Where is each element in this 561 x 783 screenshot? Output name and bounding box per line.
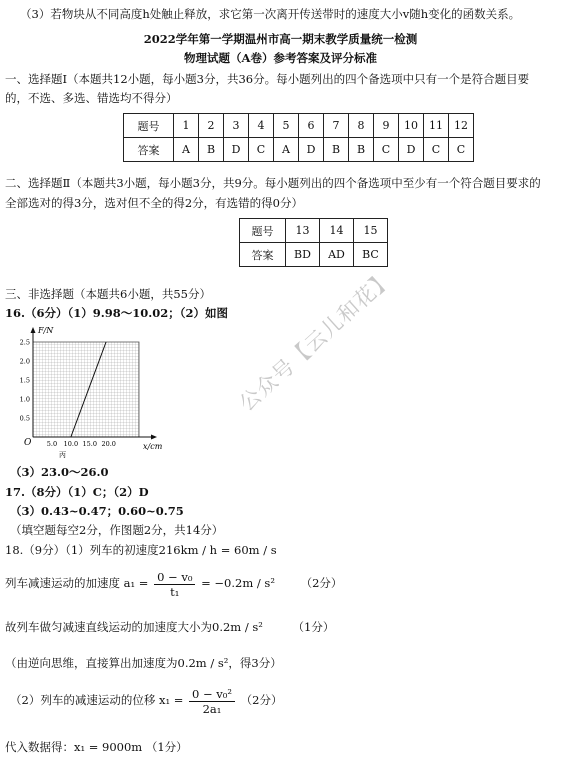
answer-cell: D bbox=[399, 138, 424, 162]
question-number-cell: 8 bbox=[349, 114, 374, 138]
answer-cell: C bbox=[449, 138, 474, 162]
table-header-number: 题号 bbox=[240, 219, 286, 243]
question-number-cell: 13 bbox=[286, 219, 320, 243]
section2-heading: 二、选择题Ⅱ（本题共3小题，每小题3分，共9分。每小题列出的四个备选项中至少有一个符合题目要求的 bbox=[5, 176, 541, 190]
points-label: （1分） bbox=[292, 620, 335, 634]
points-label: （2分） bbox=[300, 576, 343, 590]
y-tick-label: 2.0 bbox=[19, 357, 30, 366]
question-number-cell: 12 bbox=[449, 114, 474, 138]
origin-label: O bbox=[24, 438, 32, 448]
denominator: 2a₁ bbox=[202, 701, 222, 716]
answer-table-2 bbox=[239, 218, 388, 267]
question-text: （3）若物块从不同高度h处触止释放，求它第一次离开传送带时的速度大小v随h变化的函数关系。 bbox=[20, 7, 521, 21]
y-axis-label: F/N bbox=[38, 326, 54, 335]
denominator: t₁ bbox=[170, 584, 180, 599]
question-number-cell: 1 bbox=[174, 114, 199, 138]
answer-cell: BC bbox=[354, 243, 388, 267]
q18-acceleration-label: 列车减速运动的加速度 a₁ = bbox=[5, 576, 149, 590]
exam-title: 2022学年第一学期温州市高一期末教学质量统一检测 bbox=[143, 32, 418, 46]
question-number-cell: 2 bbox=[199, 114, 224, 138]
q18-result: 代入数据得：x₁ = 9000m （1分） bbox=[5, 740, 188, 754]
answer-cell: D bbox=[224, 138, 249, 162]
table-header-answer: 答案 bbox=[124, 138, 174, 162]
question-number-cell: 11 bbox=[424, 114, 449, 138]
answer-cell: A bbox=[174, 138, 199, 162]
q18-acceleration bbox=[5, 566, 342, 600]
y-tick-label: 1.5 bbox=[19, 376, 30, 385]
table-header-answer: 答案 bbox=[240, 243, 286, 267]
question-number-cell: 4 bbox=[249, 114, 274, 138]
q17-scoring-note: （填空题每空2分，作图题2分，共14分） bbox=[10, 523, 224, 537]
question-number-cell: 7 bbox=[324, 114, 349, 138]
q17-part3: （3）0.43~0.47；0.60~0.75 bbox=[10, 504, 184, 518]
q18-magnitude-text: 故列车做匀减速直线运动的加速度大小为0.2m / s² bbox=[5, 620, 263, 634]
q18-acceleration-magnitude bbox=[5, 619, 334, 635]
question-number-cell: 15 bbox=[354, 219, 388, 243]
answer-cell: B bbox=[324, 138, 349, 162]
question-number-cell: 5 bbox=[274, 114, 299, 138]
answer-cell: B bbox=[349, 138, 374, 162]
x-axis-arrow-icon bbox=[151, 435, 157, 440]
x-tick-label: 5.0 bbox=[46, 440, 58, 448]
section1-heading-cont: 的，不选、多选、错选均不得分） bbox=[5, 91, 178, 105]
y-axis-arrow-icon bbox=[31, 327, 36, 333]
answer-cell: C bbox=[374, 138, 399, 162]
answer-cell: C bbox=[249, 138, 274, 162]
q17-answer: 17.（8分）（1）C；（2）D bbox=[5, 485, 149, 499]
y-tick-label: 1.0 bbox=[19, 395, 30, 404]
answer-cell: B bbox=[199, 138, 224, 162]
numerator: 0 − v₀ bbox=[154, 570, 195, 585]
x-tick-label: 20.0 bbox=[101, 440, 116, 448]
question-number-cell: 14 bbox=[320, 219, 354, 243]
q16-answer: 16.（6分）（1）9.98～10.02；（2）如图 bbox=[5, 306, 229, 320]
x-tick-label: 10.0 bbox=[63, 440, 79, 448]
question-number-cell: 3 bbox=[224, 114, 249, 138]
graph-caption: 丙 bbox=[59, 451, 66, 459]
q18-displacement-label: （2）列车的减速运动的位移 x₁ = bbox=[10, 693, 184, 707]
y-tick-label: 2.5 bbox=[19, 338, 30, 347]
q18-displacement bbox=[10, 683, 282, 717]
section1-heading: 一、选择题Ⅰ（本题共12小题，每小题3分，共36分。每小题列出的四个备选项中只有一个是符合题目要 bbox=[5, 72, 530, 86]
table-header-number: 题号 bbox=[124, 114, 174, 138]
q16-part3: （3）23.0～26.0 bbox=[10, 465, 109, 479]
fraction bbox=[189, 687, 235, 716]
q18-acceleration-result: = −0.2m / s² bbox=[201, 576, 275, 590]
force-extension-graph bbox=[3, 323, 173, 461]
section3-heading: 三、非选择题（本题共6小题，共55分） bbox=[5, 287, 211, 301]
points-label: （2分） bbox=[240, 693, 283, 707]
answer-cell: A bbox=[274, 138, 299, 162]
x-axis-label: x/cm bbox=[143, 442, 163, 451]
section2-heading-cont: 全部选对的得3分，选对但不全的得2分，有选错的得0分） bbox=[5, 196, 303, 210]
question-number-cell: 6 bbox=[299, 114, 324, 138]
fraction bbox=[154, 570, 195, 599]
answer-cell: D bbox=[299, 138, 324, 162]
answer-cell: BD bbox=[286, 243, 320, 267]
question-number-cell: 9 bbox=[374, 114, 399, 138]
numerator: 0 − v₀² bbox=[189, 687, 235, 702]
question-number-cell: 10 bbox=[399, 114, 424, 138]
exam-subtitle: 物理试题（A卷）参考答案及评分标准 bbox=[184, 51, 377, 65]
answer-cell: C bbox=[424, 138, 449, 162]
y-tick-label: 0.5 bbox=[19, 414, 30, 423]
x-tick-label: 15.0 bbox=[82, 440, 98, 448]
q18-answer: 18.（9分）（1）列车的初速度216km / h = 60m / s bbox=[5, 543, 277, 557]
answer-table-1 bbox=[123, 113, 474, 162]
answer-cell: AD bbox=[320, 243, 354, 267]
q18-alt-method: （由逆向思维，直接算出加速度为0.2m / s²，得3分） bbox=[5, 656, 282, 670]
watermark: 公众号【云儿和花】 bbox=[234, 265, 398, 416]
